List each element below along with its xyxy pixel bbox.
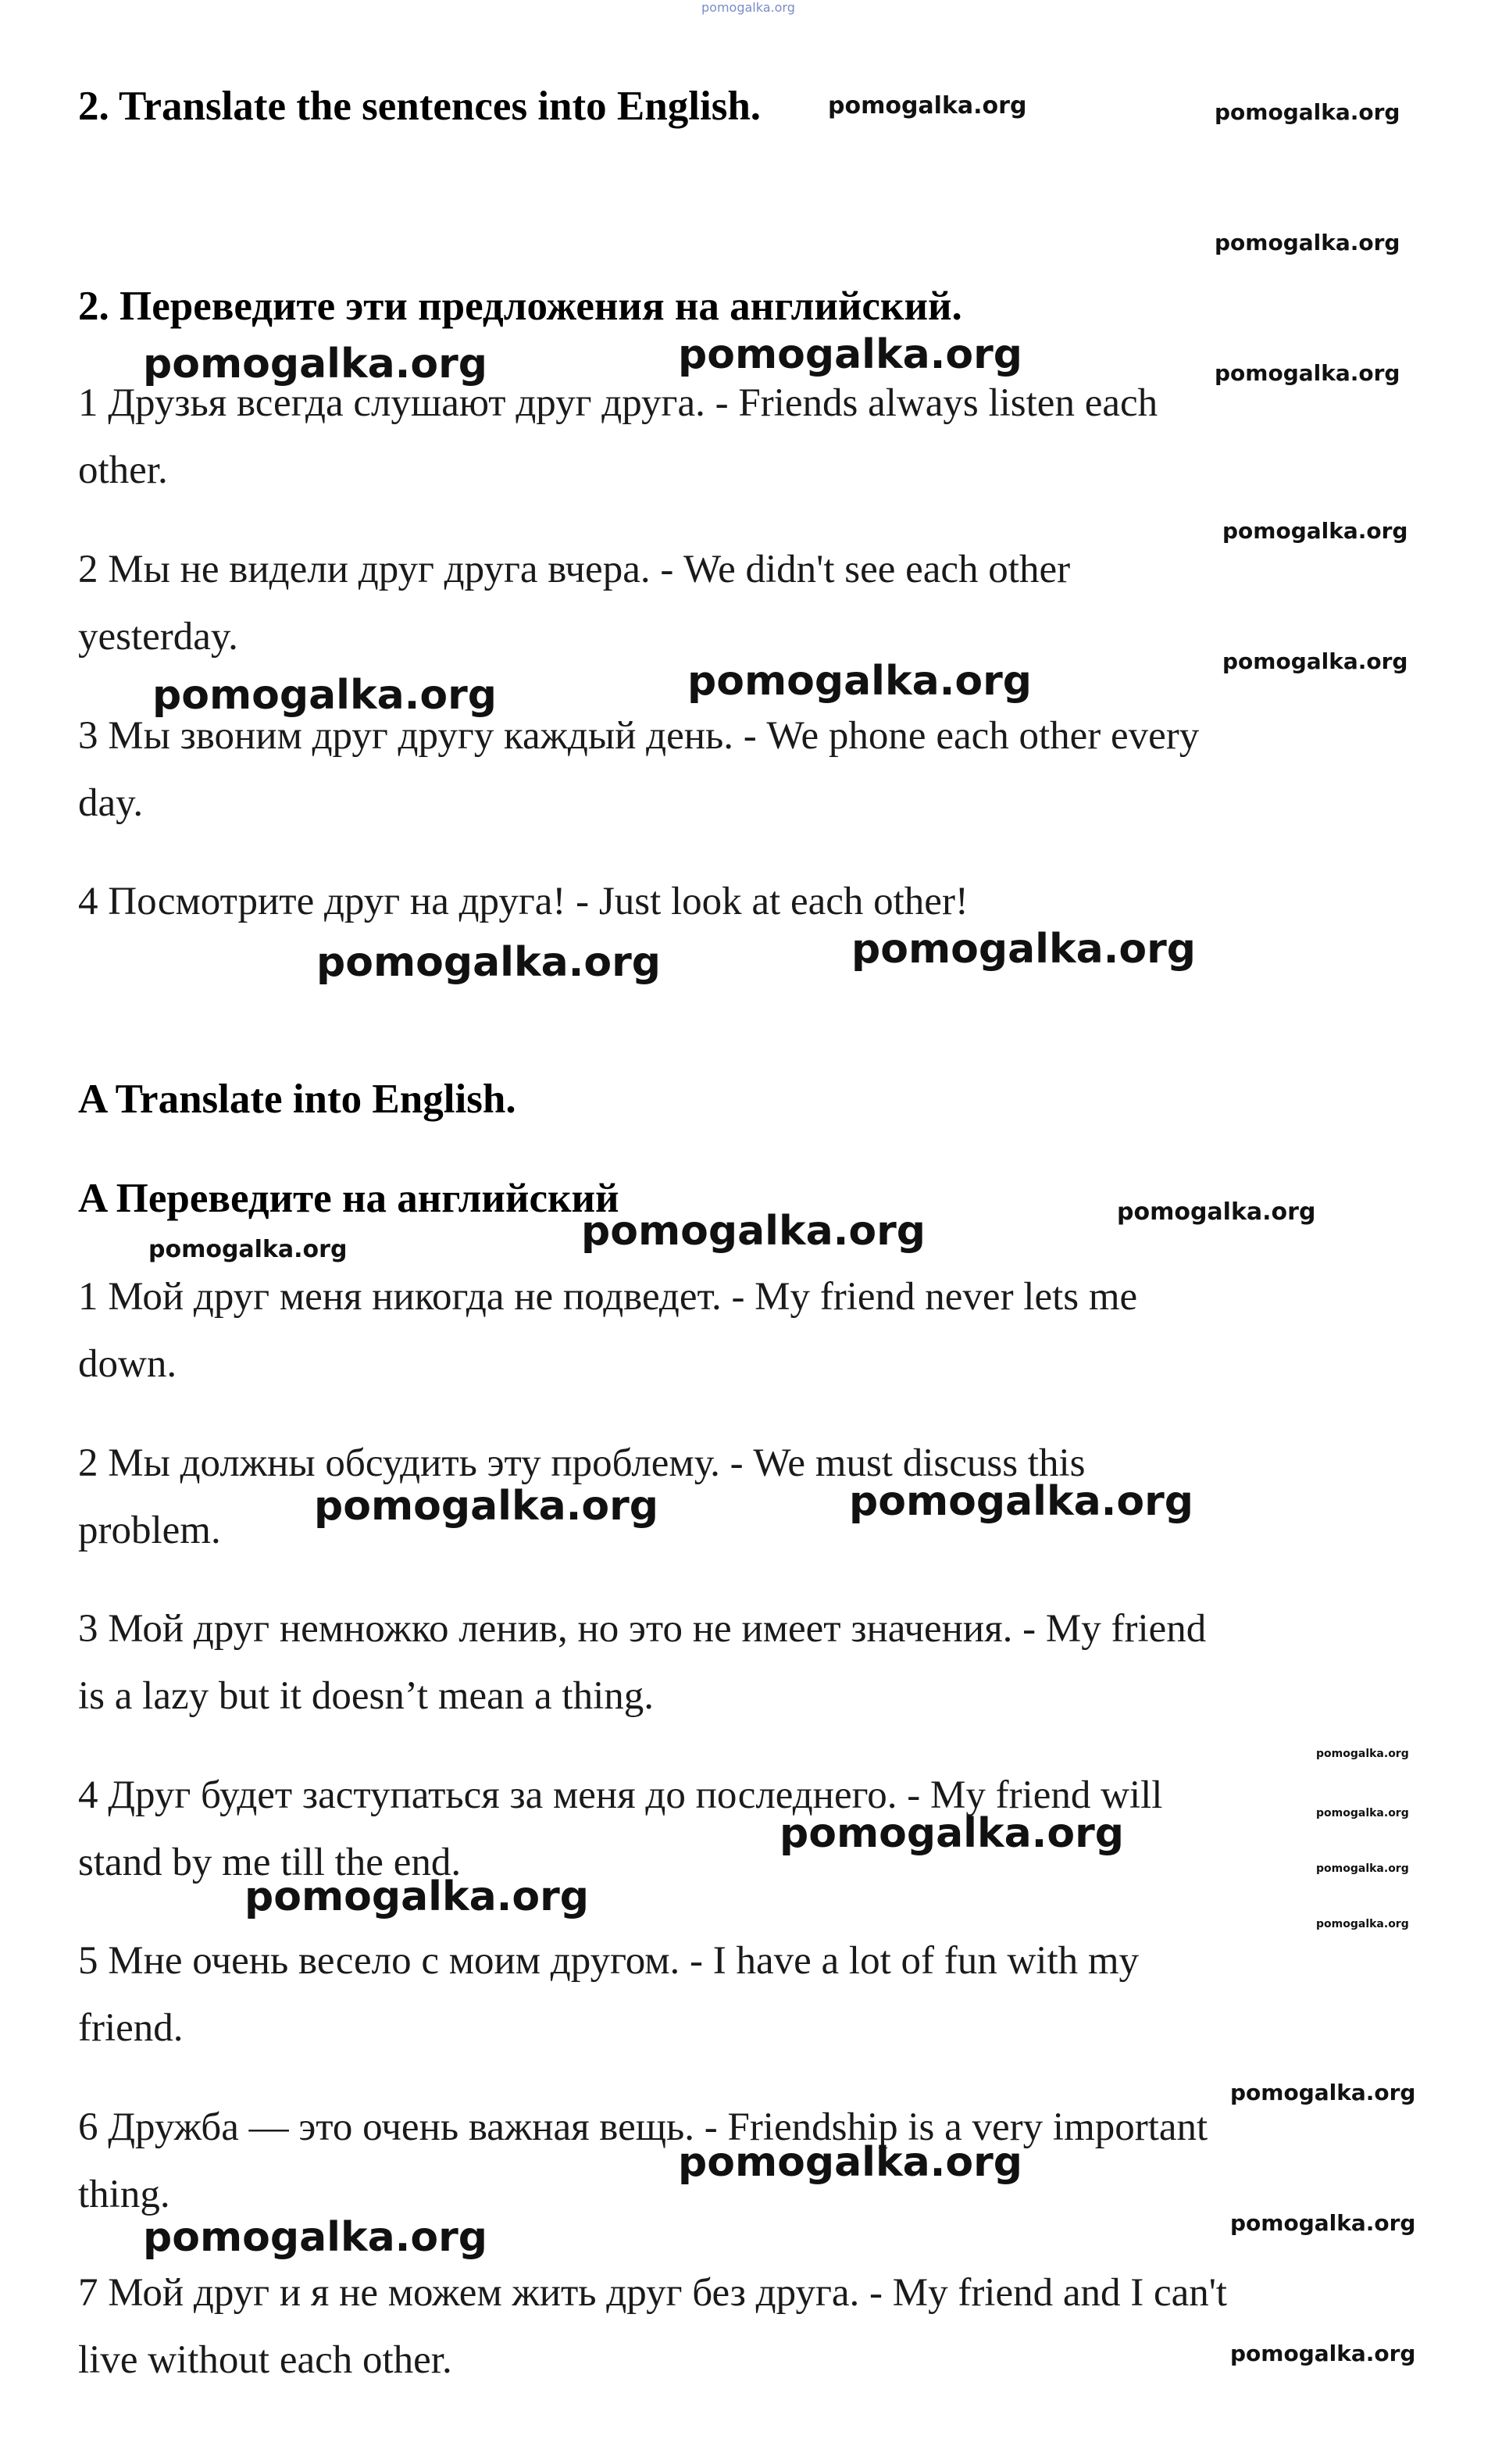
sentence-line: 2 Мы должны обсудить эту проблему. - We must discuss this <box>78 1441 1086 1485</box>
watermark: pomogalka.org <box>1230 2080 1416 2105</box>
watermark: pomogalka.org <box>1316 1862 1409 1875</box>
sentence-line: 6 Дружба — это очень важная вещь. - Friendship is a very important <box>78 2105 1208 2149</box>
sentence-line: 3 Мой друг немножко ленив, но это не имеет значения. - My friend <box>78 1607 1207 1651</box>
watermark: pomogalka.org <box>1215 360 1400 386</box>
watermark: pomogalka.org <box>314 1483 659 1530</box>
watermark: pomogalka.org <box>1222 648 1408 674</box>
sentence-line: friend. <box>78 2006 184 2050</box>
watermark: pomogalka.org <box>1230 2210 1416 2236</box>
watermark: pomogalka.org <box>1316 1748 1409 1760</box>
sentence-line: problem. <box>78 1509 221 1552</box>
watermark: pomogalka.org <box>1230 2341 1416 2366</box>
watermark: pomogalka.org <box>143 2214 488 2261</box>
watermark: pomogalka.org <box>1222 518 1408 544</box>
watermark: pomogalka.org <box>152 672 498 719</box>
sentence-line: yesterday. <box>78 615 238 659</box>
watermark: pomogalka.org <box>678 2139 1023 2186</box>
section1-heading-en: 2. Translate the sentences into English. <box>78 84 762 129</box>
sentence-line: 4 Посмотрите друг на друга! - Just look at each other! <box>78 880 969 923</box>
watermark: pomogalka.org <box>581 1208 926 1255</box>
watermark: pomogalka.org <box>1117 1198 1316 1226</box>
watermark-top: pomogalka.org <box>701 0 795 15</box>
sentence-line: 5 Мне очень весело с моим другом. - I have a lot of fun with my <box>78 1939 1140 1983</box>
watermark: pomogalka.org <box>1215 230 1400 255</box>
watermark: pomogalka.org <box>687 658 1033 705</box>
sentence-line: stand by me till the end. <box>78 1841 462 1884</box>
watermark: pomogalka.org <box>678 331 1023 378</box>
sentence-line: other. <box>78 448 168 492</box>
watermark: pomogalka.org <box>143 341 488 387</box>
sentence-line: live without each other. <box>78 2338 452 2382</box>
watermark: pomogalka.org <box>849 1478 1194 1525</box>
sentence-line: down. <box>78 1342 177 1386</box>
sentence-line: 1 Мой друг меня никогда не подведет. - My friend never lets me <box>78 1275 1138 1319</box>
section2-heading-ru: A Переведите на английский <box>78 1176 619 1221</box>
sentence-line: thing. <box>78 2173 170 2216</box>
watermark: pomogalka.org <box>148 1236 348 1263</box>
sentence-line: 3 Мы звоним друг другу каждый день. - We phone each other every <box>78 714 1200 758</box>
sentence-line: 4 Друг будет заступаться за меня до последнего. - My friend will <box>78 1773 1163 1817</box>
sentence-line: is a lazy but it doesn’t mean a thing. <box>78 1674 654 1718</box>
sentence-line: day. <box>78 781 144 825</box>
sentence-line: 7 Мой друг и я не можем жить друг без друга. - My friend and I can't <box>78 2271 1228 2315</box>
watermark: pomogalka.org <box>316 939 662 986</box>
watermark: pomogalka.org <box>780 1810 1125 1857</box>
watermark: pomogalka.org <box>1215 99 1400 125</box>
watermark: pomogalka.org <box>1316 1918 1409 1930</box>
sentence-line: 2 Мы не видели друг друга вчера. - We didn't see each other <box>78 548 1071 591</box>
watermark: pomogalka.org <box>244 1873 590 1920</box>
watermark: pomogalka.org <box>1316 1807 1409 1819</box>
section2-heading-en: A Translate into English. <box>78 1077 516 1122</box>
section1-heading-ru: 2. Переведите эти предложения на английский. <box>78 284 962 329</box>
sentence-line: 1 Друзья всегда слушают друг друга. - Friends always listen each <box>78 381 1158 425</box>
watermark: pomogalka.org <box>851 926 1197 973</box>
watermark: pomogalka.org <box>828 92 1027 120</box>
